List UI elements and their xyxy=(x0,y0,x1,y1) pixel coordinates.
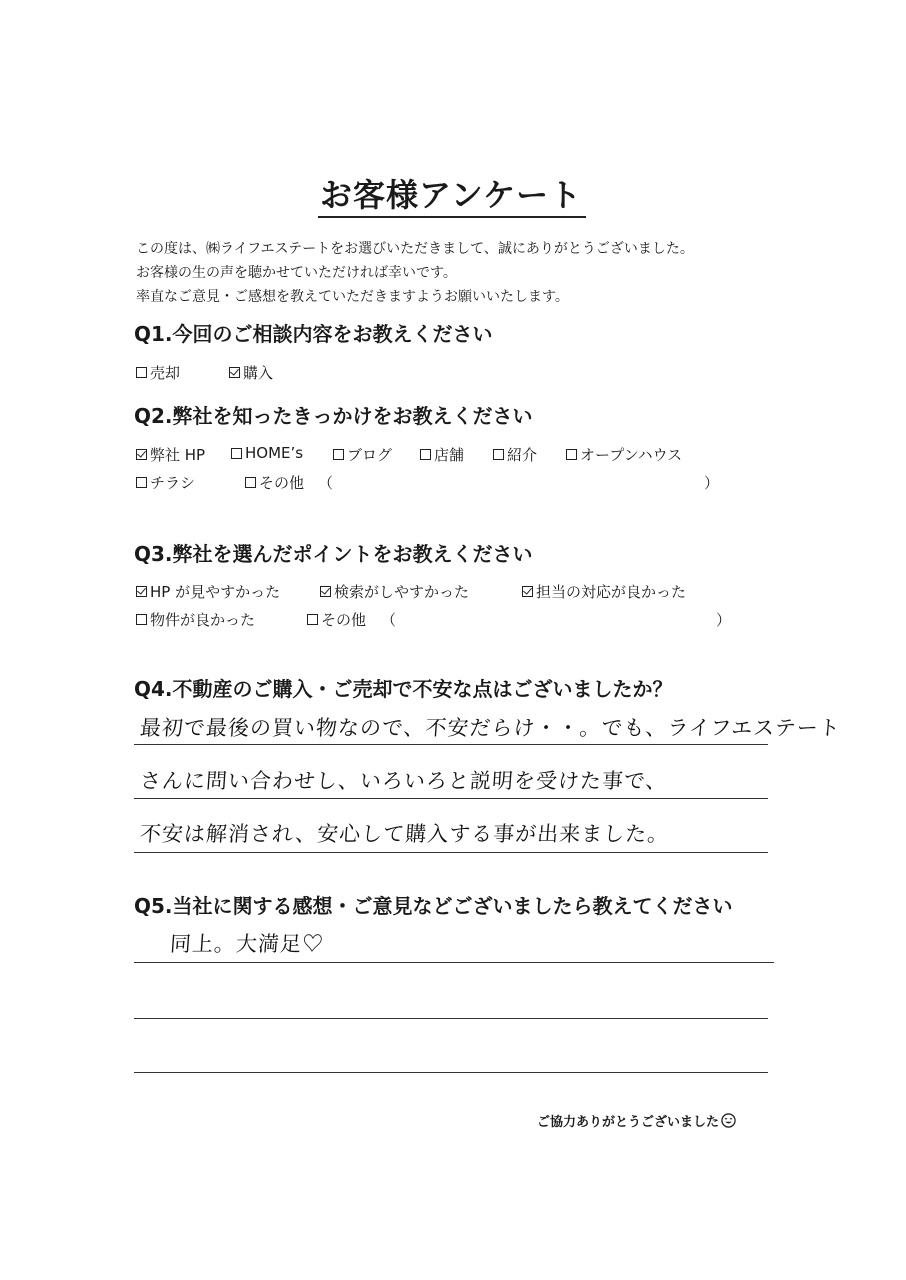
intro-line-3: 率直なご意見・ご感想を教えていただきますようお願いいたします。 xyxy=(136,289,569,305)
checkbox-icon[interactable] xyxy=(136,586,147,597)
intro-line-1: この度は、㈱ライフエステートをお選びいただきまして、誠にありがとうございました。 xyxy=(136,241,694,257)
checkbox-icon[interactable] xyxy=(420,449,431,460)
q4-answer-rule-3 xyxy=(134,852,768,853)
q2-option-company-hp[interactable]: 弊社 HP xyxy=(136,444,205,465)
q2-option-blog[interactable]: ブログ xyxy=(333,444,392,465)
checkbox-icon[interactable] xyxy=(136,449,147,460)
q2-option-other[interactable]: その他 xyxy=(245,472,304,493)
smiley-icon xyxy=(721,1113,736,1128)
intro-line-2: お客様の生の声を聴かせていただければ幸いです。 xyxy=(136,265,457,281)
checkbox-icon[interactable] xyxy=(566,449,577,460)
checkbox-icon[interactable] xyxy=(522,586,533,597)
checkbox-icon[interactable] xyxy=(245,477,256,488)
title-underline xyxy=(318,216,586,218)
q5-label: Q5.当社に関する感想・ご意見などございましたら教えてください xyxy=(134,894,733,918)
checkbox-icon[interactable] xyxy=(307,614,318,625)
q4-answer-line-3[interactable]: 不安は解消され、安心して購入する事が出来ました。 xyxy=(139,822,671,846)
q3-other-paren-close: ） xyxy=(716,611,732,629)
q5-answer-rule-1 xyxy=(134,962,774,963)
q2-option-store[interactable]: 店舗 xyxy=(420,444,464,465)
q3-option-search-easy[interactable]: 検索がしやすかった xyxy=(320,581,469,602)
q1-option-sell[interactable]: 売却 xyxy=(136,362,180,383)
q5-answer-rule-2 xyxy=(134,1018,768,1019)
q3-label: Q3.弊社を選んだポイントをお教えください xyxy=(134,542,533,566)
q4-answer-line-1[interactable]: 最初で最後の買い物なので、不安だらけ・・。でも、ライフエステート xyxy=(139,716,842,740)
q4-label: Q4.不動産のご購入・ご売却で不安な点はございましたか？ xyxy=(134,677,673,701)
checkbox-icon[interactable] xyxy=(320,586,331,597)
q2-other-paren-open: （ xyxy=(318,474,334,492)
q3-option-hp-easy[interactable]: HP が見やすかった xyxy=(136,581,280,602)
q2-label: Q2.弊社を知ったきっかけをお教えください xyxy=(134,404,533,428)
q5-answer-line-1[interactable]: 同上。大満足♡ xyxy=(169,932,325,956)
q2-other-paren-close: ） xyxy=(704,474,720,492)
q2-option-homes[interactable]: HOME’s xyxy=(231,444,303,462)
q2-option-open-house[interactable]: オープンハウス xyxy=(566,444,682,465)
checkbox-icon[interactable] xyxy=(136,477,147,488)
q4-answer-line-2[interactable]: さんに問い合わせし、いろいろと説明を受けた事で、 xyxy=(139,769,669,793)
page-title: お客様アンケート xyxy=(320,176,583,214)
checkbox-icon[interactable] xyxy=(231,448,242,459)
checkbox-icon[interactable] xyxy=(333,449,344,460)
q3-other-paren-open: （ xyxy=(381,611,397,629)
q2-option-referral[interactable]: 紹介 xyxy=(493,444,537,465)
thanks-text: ご協力ありがとうございました xyxy=(537,1115,720,1130)
thanks-message xyxy=(537,1111,736,1130)
q3-option-property-good[interactable]: 物件が良かった xyxy=(136,609,255,630)
q5-answer-rule-3 xyxy=(134,1072,768,1073)
q4-answer-rule-2 xyxy=(134,798,768,799)
q1-option-buy[interactable]: 購入 xyxy=(229,362,273,383)
checkbox-icon[interactable] xyxy=(136,614,147,625)
q3-option-staff-good[interactable]: 担当の対応が良かった xyxy=(522,581,686,602)
q2-option-flyer[interactable]: チラシ xyxy=(136,472,195,493)
checkbox-icon[interactable] xyxy=(493,449,504,460)
checkbox-icon[interactable] xyxy=(229,367,240,378)
checkbox-icon[interactable] xyxy=(136,367,147,378)
q3-option-other[interactable]: その他 xyxy=(307,609,366,630)
q1-label: Q1.今回のご相談内容をお教えください xyxy=(134,322,493,346)
q4-answer-rule-1 xyxy=(134,744,768,745)
